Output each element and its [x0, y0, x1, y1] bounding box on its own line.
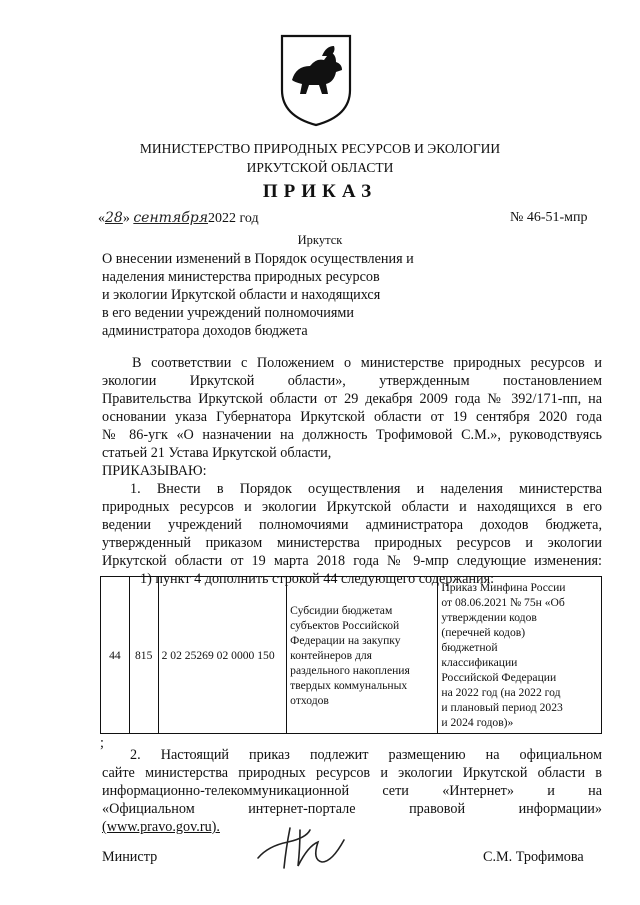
revenue-name-line: Субсидии бюджетам [290, 603, 393, 617]
document-type: ПРИКАЗ [262, 181, 378, 202]
subject-line: наделения министерства природных ресурсов [102, 269, 380, 285]
subject-block [102, 250, 414, 340]
revenue-name-line: раздельного накопления [290, 663, 410, 677]
item-2-line: сайте министерства природных ресурсов и экологии Иркутской области в [102, 765, 602, 781]
kbk-code-cell: 2 02 25269 02 0000 150 [158, 577, 287, 734]
date-close-quote: » [122, 211, 130, 226]
table-row [101, 577, 602, 734]
reference-line: на 2022 год (на 2022 год [441, 686, 561, 699]
signer-position: Министр [102, 849, 158, 865]
semicolon: ; [100, 735, 104, 751]
reference-line: Приказ Минфина России [441, 581, 566, 594]
item-2-line: «Официальном интернет-портале правовой информации» [102, 801, 602, 817]
date-open-quote: « [98, 211, 105, 226]
subject-line: и экологии Иркутской области и находящихся [102, 287, 381, 303]
revenue-name-line: контейнеров для [290, 648, 372, 662]
ministry-name-line2: ИРКУТСКОЙ ОБЛАСТИ [246, 160, 394, 175]
ministry-name-line1: МИНИСТЕРСТВО ПРИРОДНЫХ РЕСУРСОВ И ЭКОЛОГИИ [139, 141, 501, 156]
item-1-line: Иркутской области от 19 марта 2018 года № 9-мпр следующие изменения: [102, 553, 602, 569]
subitem-1: 1) пункт 4 дополнить строкой 44 следующего содержания: [140, 571, 495, 587]
preamble-line: В соответствии с Положением о министерстве природных ресурсов и [132, 355, 602, 371]
preamble-line: статьей 21 Устава Иркутской области, [102, 445, 332, 461]
reference-line: от 08.06.2021 № 75н «Об [441, 596, 565, 609]
reference-line: и 2024 годов)» [441, 716, 514, 729]
reference-line: (перечней кодов) [441, 626, 526, 639]
pravo-link[interactable]: (www.pravo.gov.ru). [102, 819, 220, 835]
preamble-line: основании указа Губернатора Иркутской области от 19 сентября 2020 года [102, 409, 602, 425]
item-1-line: природных ресурсов и экологии Иркутской области и находящихся в его [102, 499, 602, 515]
item-1-line: 1. Внести в Порядок осуществления и наделения министерства [130, 481, 602, 497]
item-2-line: 2. Настоящий приказ подлежит размещению на официальном [130, 747, 602, 763]
item-1-line: ведении учреждений полномочиями администратора доходов бюджета, [102, 517, 602, 533]
amendment-table [100, 576, 602, 734]
reference-line: Российской Федерации [441, 671, 557, 684]
subject-line: О внесении изменений в Порядок осуществления и [102, 251, 414, 267]
revenue-name-cell [287, 577, 438, 734]
preamble [102, 354, 602, 480]
city: Иркутск [297, 233, 343, 247]
order-word: ПРИКАЗЫВАЮ: [102, 463, 207, 479]
date-day: 28 [105, 210, 123, 226]
revenue-name-line: Федерации на закупку [290, 633, 401, 647]
item-1-line: утвержденный приказом министерства природных ресурсов и экологии [102, 535, 602, 551]
coat-of-arms-emblem [278, 32, 354, 128]
date-month: сентября [133, 210, 208, 226]
item-2-line: информационно-телекоммуникационной сети «Интернет» и на [102, 783, 602, 799]
signer-name: С.М. Трофимова [483, 849, 584, 865]
reference-line: бюджетной [441, 641, 498, 654]
subject-line: администратора доходов бюджета [102, 323, 308, 339]
reference-line: и плановый период 2023 [441, 701, 563, 714]
preamble-line: экологии Иркутской области», утвержденным постановлением [102, 373, 602, 389]
date-year: 2022 год [208, 211, 259, 226]
revenue-name-line: отходов [290, 693, 329, 707]
subject-line: в его ведении учреждений полномочиями [102, 305, 355, 321]
reference-line: классификации [441, 656, 518, 669]
preamble-line: Правительства Иркутской области от 29 декабря 2009 года № 392/171-пп, на [102, 391, 602, 407]
preamble-line: № 86-угк «О назначении на должность Трофимовой С.М.», руководствуясь [102, 427, 602, 443]
handwritten-signature [250, 818, 360, 878]
document-date [98, 209, 259, 228]
reference-line: утверждении кодов [441, 611, 537, 624]
document-number: № 46-51-мпр [510, 210, 588, 225]
admin-code-cell: 815 [129, 577, 158, 734]
row-number-cell: 44 [101, 577, 130, 734]
revenue-name-line: твердых коммунальных [290, 678, 408, 692]
revenue-name-line: субъектов Российской [290, 618, 400, 632]
item-1 [102, 480, 602, 588]
legal-reference-cell [438, 577, 602, 734]
